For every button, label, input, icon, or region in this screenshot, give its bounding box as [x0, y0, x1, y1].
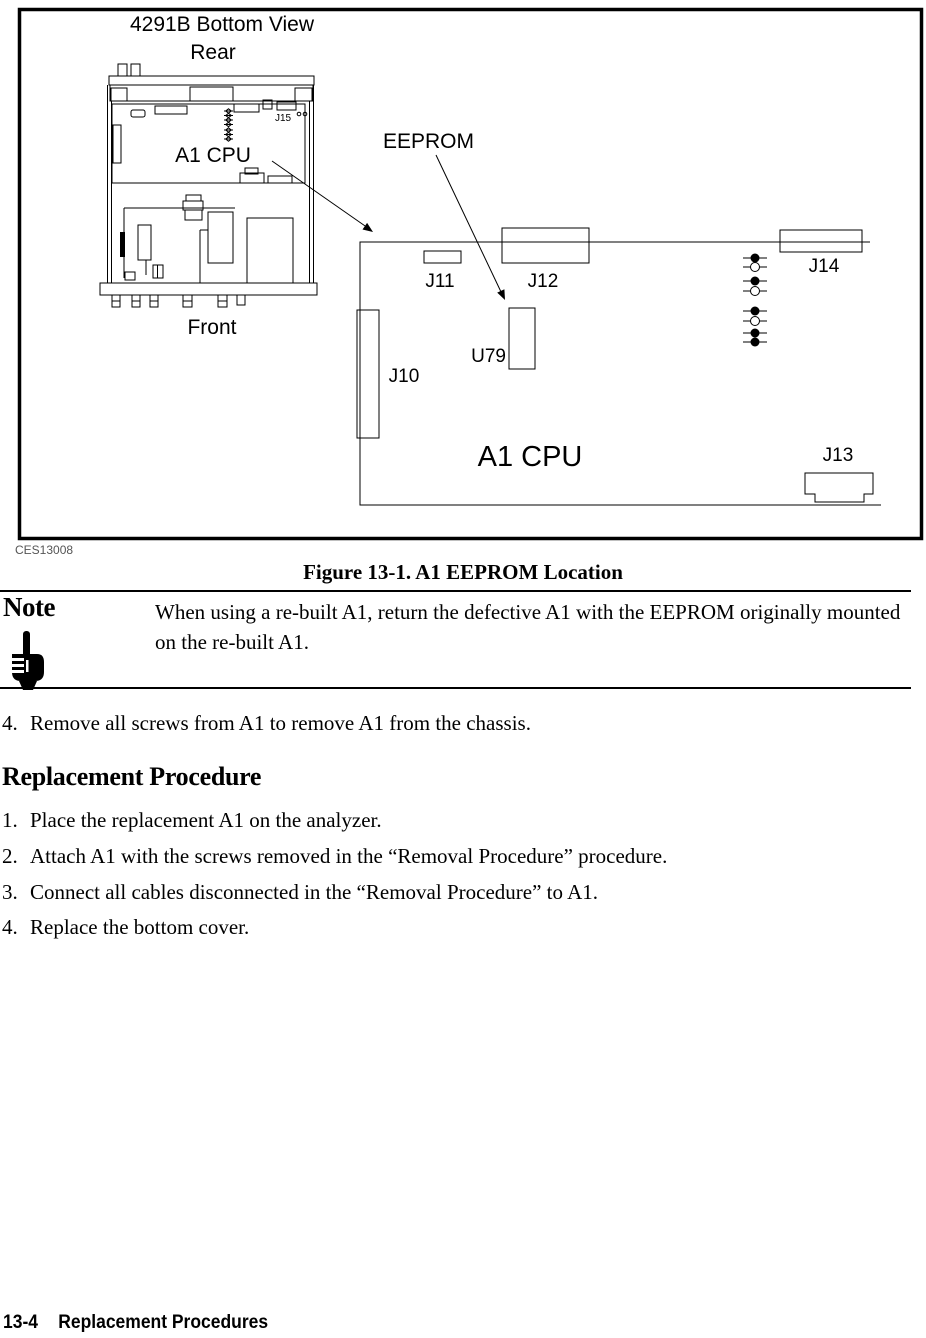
j15-label: J15 [275, 113, 292, 124]
step-number: 3. [2, 880, 18, 904]
j11-connector [424, 251, 461, 263]
replacement-step-item [2, 880, 598, 905]
replacement-step-item [2, 915, 249, 940]
rear-label: Rear [190, 41, 236, 64]
a1-cpu-leader-arrow [272, 161, 373, 232]
j12-label: J12 [527, 271, 559, 292]
instrument-cpu-label: A1 CPU [175, 144, 251, 167]
figure-code: CES13008 [15, 543, 74, 557]
instrument-drawing [100, 64, 317, 339]
figure-13-1-diagram [0, 0, 926, 560]
j11-label: J11 [425, 271, 455, 292]
eeprom-label: EEPROM [383, 130, 475, 153]
footer-page-number: 13-4 [3, 1312, 38, 1333]
step-number: 4. [2, 711, 18, 735]
replacement-step-item [2, 844, 667, 869]
step-number: 1. [2, 808, 18, 832]
front-feet [112, 295, 245, 307]
replacement-step-item [2, 808, 382, 833]
step-text: Attach A1 with the screws removed in the “Removal Procedure” procedure. [30, 844, 668, 868]
section-heading: Replacement Procedure [2, 762, 262, 791]
j13-connector [805, 473, 873, 502]
pointing-hand-icon [8, 630, 46, 690]
note-label: Note [3, 592, 55, 622]
step-text: Connect all cables disconnected in the “Removal Procedure” to A1. [30, 880, 598, 904]
figure-title: 4291B Bottom View [129, 13, 315, 36]
note-rule-top [0, 590, 911, 592]
step-number: 4. [2, 915, 18, 939]
note-text: When using a re-built A1, return the defective A1 with the EEPROM originally mounted on the re-built A1. [155, 600, 901, 654]
step-text: Remove all screws from A1 to remove A1 from the chassis. [30, 711, 531, 735]
cpu-board-drawing [357, 228, 881, 505]
j14-label: J14 [808, 256, 840, 277]
step-number: 2. [2, 844, 18, 868]
page-footer [3, 1312, 268, 1334]
note-rule-bottom [0, 687, 911, 689]
figure-caption: Figure 13-1. A1 EEPROM Location [303, 560, 623, 584]
j13-label: J13 [822, 445, 854, 466]
front-label: Front [187, 316, 237, 339]
footer-section-title: Replacement Procedures [58, 1312, 269, 1333]
test-point-dots [743, 254, 767, 347]
figure-border [20, 10, 922, 539]
u79-label: U79 [471, 346, 506, 367]
j10-label: J10 [388, 366, 420, 387]
board-cpu-label: A1 CPU [477, 441, 583, 473]
u79-eeprom-chip [509, 308, 535, 369]
step-text: Place the replacement A1 on the analyzer. [30, 808, 382, 832]
step-text: Replace the bottom cover. [30, 915, 250, 939]
j12-connector [502, 228, 589, 263]
screw-symbols [224, 109, 233, 141]
j14-connector [780, 230, 862, 252]
removal-step-item [2, 711, 531, 736]
